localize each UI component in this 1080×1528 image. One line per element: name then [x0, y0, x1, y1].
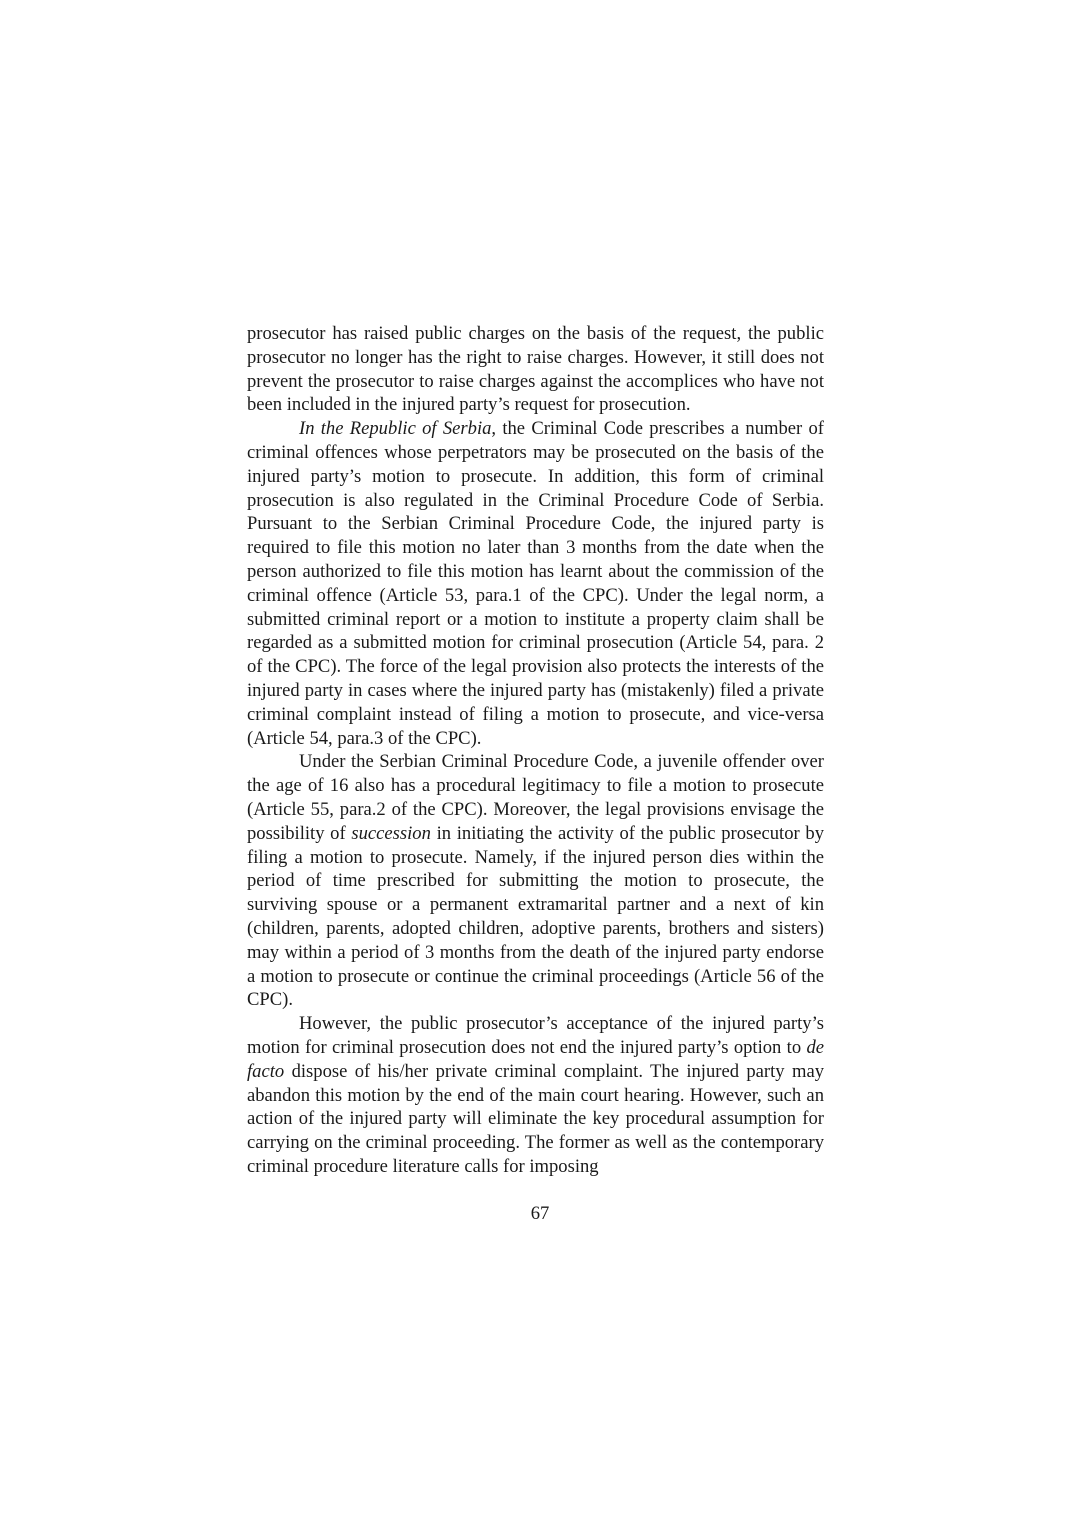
paragraph-text: Under the Serbian Criminal Procedure Code, a juvenile offender over the age of 16 also has a procedural legitimacy to file a motion to prosecute (Article 55, para.2 of the CPC). Moreover, the legal provisions envisage the possibility of: [247, 751, 824, 844]
page-number: 67: [530, 1203, 550, 1224]
paragraph-1: [247, 322, 824, 417]
body-text: [247, 322, 824, 1179]
italic-phrase: de facto: [247, 1036, 824, 1082]
paragraph-text: dispose of his/her private criminal complaint. The injured party may abandon this motion by the end of the main court hearing. However, such an action of the injured party will eliminate the key procedural assumption for carrying on the criminal proceeding. The former as well as the contemporary criminal procedure literature calls for imposing: [247, 1060, 824, 1177]
paragraph-text: in initiating the activity of the public prosecutor by filing a motion to prosecute. Namely, if the injured person dies within the period of time prescribed for submitting the motion to prosecute, the surviving spouse or a permanent extramarital partner and a next of kin (children, parents, adopted children, adoptive parents, brothers and sisters) may within a period of 3 months from the death of the injured party endorse a motion to prosecute or continue the criminal proceedings (Article 56 of the CPC).: [247, 822, 824, 1011]
italic-phrase: In the Republic of Serbia: [299, 418, 492, 440]
paragraph-text: prosecutor has raised public charges on the basis of the request, the public prosecutor no longer has the right to raise charges. However, it still does not prevent the prosecutor to raise charges against the accomplices who have not been included in the injured party’s request for prosecution.: [247, 323, 824, 416]
paragraph-3: [247, 750, 824, 1012]
paragraph-text: However, the public prosecutor’s acceptance of the injured party’s motion for criminal prosecution does not end the injured party’s option to: [247, 1013, 824, 1058]
paragraph-text: , the Criminal Code prescribes a number of criminal offences whose perpetrators may be prosecuted on the basis of the injured party’s motion to prosecute. In addition, this form of criminal prosecution is also regulated in the Criminal Procedure Code of Serbia. Pursuant to the Serbian Criminal Procedure Code, the injured party is required to file this motion no later than 3 months from the date when the person authorized to file this motion has learnt about the commission of the criminal offence (Article 53, para.1 of the CPC). Under the legal norm, a submitted criminal report or a motion to institute a property claim shall be regarded as a submitted motion for criminal prosecution (Article 54, para. 2 of the CPC). The force of the legal provision also protects the interests of the injured party in cases where the injured party has (mistakenly) filed a private criminal complaint instead of filing a motion to prosecute, and vice-versa (Article 54, para.3 of the CPC).: [247, 418, 824, 749]
paragraph-4: [247, 1012, 824, 1179]
italic-phrase: succession: [351, 822, 431, 844]
paragraph-2: [247, 417, 824, 750]
